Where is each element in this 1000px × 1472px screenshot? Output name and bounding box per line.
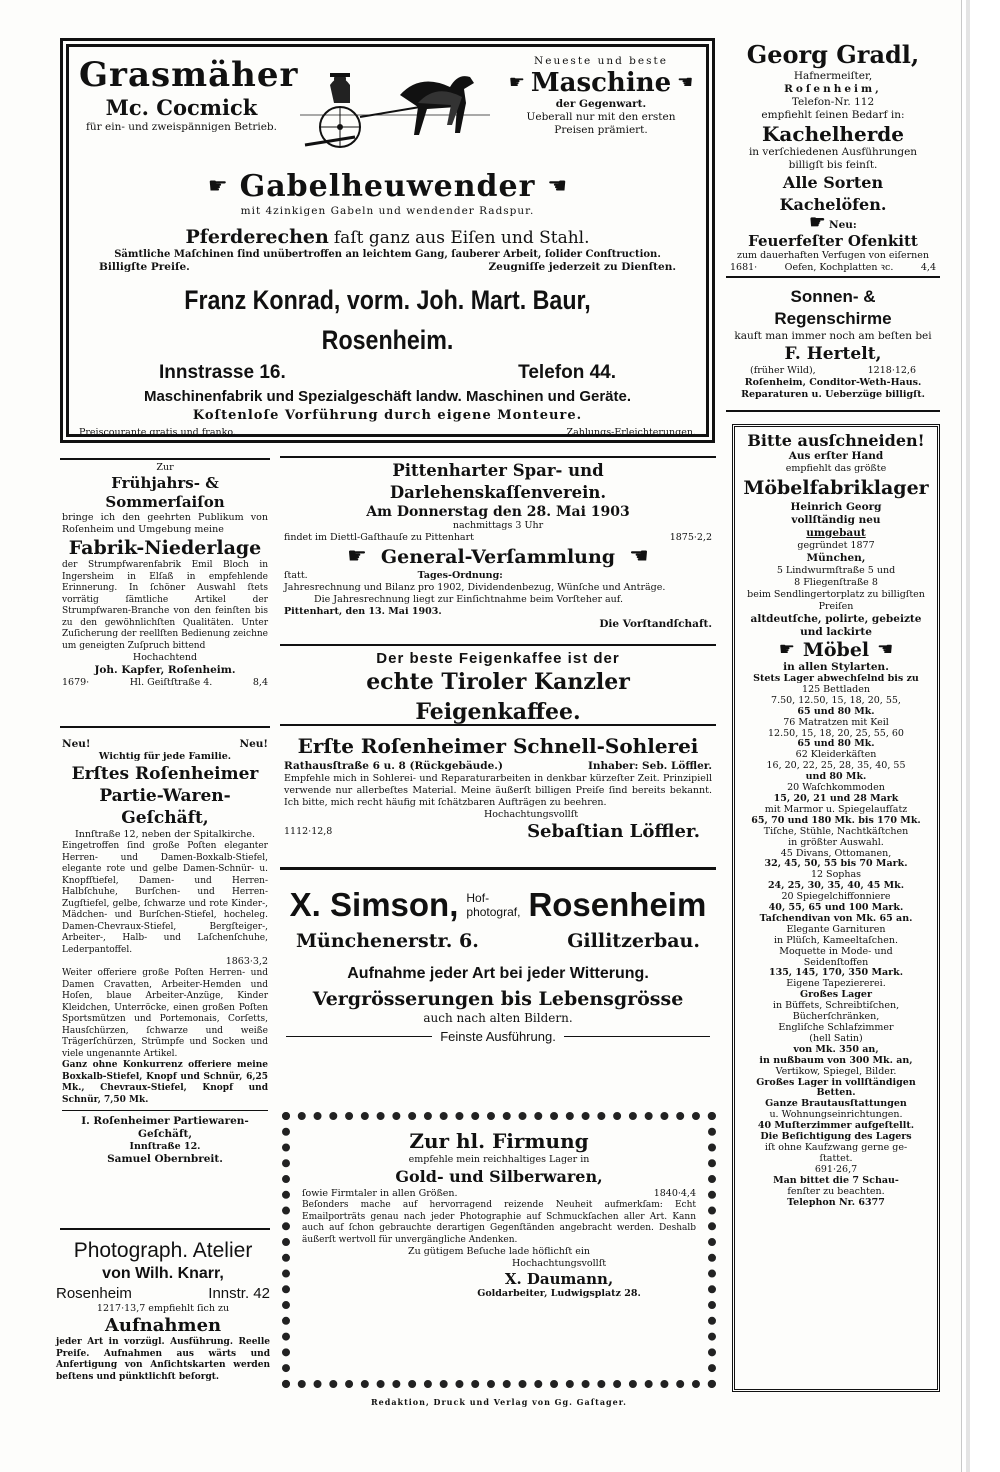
ad-obernbreit	[60, 736, 270, 1230]
maschine-head: Maschine	[530, 68, 672, 98]
pitt-sig: Die Vorſtandſchaft.	[599, 618, 712, 630]
moebel-list-item: ſtattet.	[819, 1152, 853, 1164]
kapfer-l2: bringe ich den geehrten Publikum von Roſenheim und Umgebung meine	[62, 512, 268, 535]
maschine-note: Ueberall nur mit den ersten Preisen prämiert.	[526, 111, 676, 136]
pitt-gv: General-Verſammlung	[380, 546, 616, 568]
loeffler-head: Erſte Roſenheimer Schnell-Sohlerei	[297, 734, 699, 758]
simson-l3: auch nach alten Bildern.	[423, 1011, 573, 1025]
company-address: Innstrasse 16.	[159, 362, 286, 383]
gradl-l7: Oefen, Kochplatten ꝛc.	[784, 262, 894, 273]
moebel-l7: München,	[806, 552, 866, 564]
page-edge-shadow	[966, 0, 970, 1472]
pitt-l3: Jahresrechnung und Bilanz pro 1902, Dividendenbezug, Wünſche und Anträge.	[284, 582, 666, 593]
ad-simson	[282, 878, 714, 1100]
moebel-l4: vollſtändig neu	[791, 514, 881, 526]
moebel-list-item: mit Marmor u. Spiegelaufſatz	[764, 803, 908, 815]
company-name: Franz Konrad, vorm. Joh. Mart. Baur, Rosenheim.	[184, 285, 591, 355]
moebel-list-item: von Mk. 350 an,	[793, 1043, 879, 1055]
moebel-l10: beim Sendlingertorplatz zu billigſten Preiſen	[747, 589, 925, 612]
ad-kapfer	[60, 458, 270, 728]
moebel-list-item: in Büffets, Schreibtiſchen,	[772, 1000, 900, 1012]
pitt-head: Pittenharter Spar- und Darlehenskaſſenverein.	[389, 461, 607, 502]
simson-addr2: Gillitzerbau.	[567, 930, 700, 952]
moebel-list-item: 65, 70 und 180 Mk. bis 170 Mk.	[751, 814, 921, 826]
schirme-l1: kauft man immer noch am beſten bei	[734, 330, 932, 342]
gabel-sub: mit 4zinkigen Gabeln und wendender Radspur.	[240, 205, 535, 217]
ad-schirme	[726, 282, 940, 412]
simson-addr1: Münchenerstr. 6.	[296, 930, 479, 952]
mower-illustration	[300, 55, 490, 155]
moebel-list-item: 125 Bettladen	[802, 683, 870, 695]
moebel-list-item: 16, 20, 22, 25, 28, 35, 40, 55	[766, 760, 906, 772]
moebel-list-item: Stets Lager abwechſelnd bis zu	[753, 673, 919, 684]
moebel-l3: Heinrich Georg	[790, 501, 882, 513]
knarr-l2b: Innstr. 42	[208, 1285, 270, 1302]
schirme-head: Sonnen- & Regenschirme	[774, 287, 892, 328]
ad-loeffler	[280, 730, 716, 870]
loeffler-sig0: Hochachtungsvollſt	[484, 809, 579, 820]
pointing-hand-left-icon: ☚	[629, 544, 649, 569]
grasmaeher-brand: Mc. Cocmick	[105, 95, 258, 120]
moebel-list-item: Man bittet die 7 Schau-	[773, 1174, 899, 1186]
pointing-hand-left-icon: ☚	[877, 639, 894, 660]
knarr-l1: von Wilh. Knarr,	[102, 1265, 224, 1282]
moebel-list-item: (hell Satin)	[809, 1032, 863, 1044]
moebel-list-item: iſt ohne Kaufzwang gerne ge-	[764, 1141, 908, 1153]
ad-gradl	[726, 38, 940, 278]
moebel-l11: altdeutſche, polirte, gebeizte	[750, 613, 922, 625]
moebel-l6: gegründet 1877	[797, 540, 875, 551]
schirme-l4: Reparaturen u. Ueberzüge billigſt.	[741, 389, 925, 400]
simson-name: X. Simson,	[289, 886, 459, 923]
moebel-list-item: Eigene Tapeziererei.	[786, 978, 886, 990]
horse-mower-icon	[300, 55, 490, 155]
moebel-list-item: Seidenſtoffen	[803, 956, 869, 968]
loeffler-l1b: Inhaber: Seb. Löffler.	[587, 760, 712, 772]
ad-feigen	[280, 648, 716, 726]
pointing-hand-icon: ☛	[809, 212, 826, 233]
moebel-list-item: 62 Kleiderkäſten	[795, 749, 877, 761]
obern-neu2: Neu!	[239, 738, 268, 750]
daumann-num: 1840·4,4	[653, 1188, 696, 1199]
zeugnisse: Zeugniſſe jederzeit zu Dienſten.	[488, 261, 676, 273]
daumann-sig0: Hochachtungsvollſt	[511, 1258, 607, 1269]
moebel-list-item: Elegante Garnituren	[786, 923, 886, 935]
gradl-l8: 4,4	[920, 262, 936, 273]
simson-l4: Feinste Ausführung.	[440, 1029, 556, 1044]
zahlung: Zahlungs-Erleichterungen.	[566, 427, 696, 438]
moebel-list-item: 24, 25, 30, 35, 40, 45 Mk.	[767, 880, 905, 892]
gradl-l4: empfiehlt ſeinen Bedarf in:	[761, 109, 905, 121]
maschine-sub: der Gegenwart.	[555, 98, 647, 110]
company-phone: Telefon 44.	[518, 362, 616, 383]
obern-sig3: Samuel Obernbreit.	[107, 1153, 223, 1165]
kapfer-addr: Hl. Geiſtſtraße 4.	[129, 677, 213, 688]
loeffler-sig: Sebaſtian Löffler.	[527, 821, 700, 842]
simson-hof1: Hof-	[466, 891, 490, 905]
obern-body3: Ganz ohne Konkurrenz offeriere meine Boxkalb-Stiefel, Knopf und Schnür, 6,25 Mk., Chevraux-Stiefel, Knopf und Schnür, 7,50 Mk.	[62, 1060, 268, 1105]
moebel-list-item: 40 Muſterzimmer aufgeſtellt.	[757, 1120, 915, 1132]
moebel-head: Möbelfabriklager	[743, 477, 929, 499]
pitt-num: 1875·2,2	[669, 532, 712, 543]
moebel-list-item: Bücherſchränken,	[792, 1011, 880, 1023]
moebel-list-item: 12 Sophas	[810, 869, 862, 881]
obern-sig2: Innſtraße 12.	[129, 1141, 201, 1152]
schirme-name: F. Hertelt,	[784, 344, 882, 364]
moebel-list-item: 65 und 80 Mk.	[797, 705, 875, 717]
daumann-body: Beſonders mache auf hervorragend reizende Neuheit aufmerkſam: Echt Emailporträts genau nach jeder Photographie auf Schmuckſachen aller Art. Kann auch auf ſchon gebrauchte derartigen Gegenſtänden angebracht werden. Deshalb äußerſt wertvoll für unvergängliche Andenken.	[302, 1200, 696, 1245]
kapfer-sig0: Hochachtend	[132, 652, 198, 663]
daumann-head2: Gold- und Silberwaren,	[395, 1167, 603, 1186]
pitt-l2b: Tages-Ordnung:	[417, 570, 503, 581]
moebel-list-item: 135, 145, 170, 350 Mark.	[768, 967, 904, 979]
ad-daumann	[282, 1112, 716, 1388]
obern-l2: Innſtraße 12, neben der Spitalkirche.	[74, 829, 256, 840]
gabel-head: Gabelheuwender	[239, 169, 536, 204]
feigen-head: echte Tiroler Kanzler Feigenkaffee.	[366, 669, 630, 725]
obern-body: Eingetroffen ſind große Poſten eleganter Herren- und Damen-Boxkalb-Stiefel, elegante rote und gelbe Damen-Schnür- u. Knopfſtiefel, Damen- und Herren-Halbſchuhe, Burſchen- und Herren-Zugſtiefel, gelbe, ſchwarze und rote Kinder-, Mädchen- und Burſchen-Stiefel, hocheleg. Damen-Chevraux-Stiefel, Bergſteiger-, Arbeiter-, Halb- und Laſchenſchuhe, Lederpantoffel.	[62, 841, 268, 955]
moebel-list-item: 7.50, 12.50, 15, 18, 20, 55,	[771, 694, 901, 706]
preiscourante: Preiscourante gratis und franko.	[79, 427, 236, 438]
moebel-price-list	[738, 674, 934, 1208]
gradl-neu: Neu:	[829, 219, 857, 231]
daumann-l3: Zu gütigem Beſuche lade höflichſt ein	[407, 1246, 591, 1257]
kapfer-num2: 8,4	[252, 677, 268, 688]
moebel-list-item: Telephon Nr. 6377	[787, 1196, 885, 1208]
moebel-list-item: Vertikow, Spiegel, Bilder.	[775, 1065, 897, 1077]
simson-city: Rosenheim	[528, 886, 707, 923]
moebel-list-item: Ganze Brautausſtattungen	[765, 1098, 907, 1110]
moebel-list-item: 65 und 80 Mk.	[797, 738, 875, 750]
gradl-head2: Alle Sorten Kachelöfen.	[779, 173, 887, 214]
pitt-l5: Pittenhart, den 13. Mai 1903.	[284, 606, 442, 617]
all-machines: Sämtliche Maſchinen ſind unübertroffen an leichtem Gang, ſauberer Arbeit, ſolider Conſtruction.	[114, 249, 661, 260]
moebel-list-item: 32, 45, 50, 55 bis 70 Mark.	[764, 858, 908, 870]
schirme-l2b: 1218·12,6	[867, 365, 916, 376]
moebel-l2: empfiehlt das größte	[785, 463, 887, 474]
obern-num: 1863·3,2	[225, 956, 268, 967]
moebel-list-item: 76 Matratzen mit Keil	[783, 716, 889, 728]
kapfer-l1: Zur	[156, 462, 174, 473]
moebel-list-item: 12.50, 15, 18, 20, 25, 55, 60	[768, 727, 904, 739]
daumann-l1: empfehle mein reichhaltiges Lager in	[408, 1154, 590, 1165]
gradl-l1: Hafnermeiſter,	[793, 70, 873, 82]
moebel-list-item: Engliſche Schlafzimmer	[778, 1022, 894, 1033]
gradl-name: Georg Gradl,	[746, 40, 920, 69]
moebel-list-item: in Plüſch, Kameeltaſchen.	[774, 934, 898, 946]
billig: Billigſte Preiſe.	[99, 261, 190, 273]
vorfuehrung: Koſtenloſe Vorführung durch eigene Monteure.	[192, 408, 583, 423]
obern-sig1: I. Roſenheimer Partiewaren-Geſchäft,	[81, 1115, 249, 1140]
moebel-list-item: Taſchendivan von Mk. 65 an.	[759, 912, 913, 924]
ad-knarr	[54, 1236, 272, 1396]
schirme-l3: Roſenheim, Conditor-Weth-Haus.	[744, 377, 922, 388]
moebel-list-item: 45 Divans, Ottomanen,	[780, 847, 892, 859]
grasmaeher-desc: für ein- und zweispännigen Betrieb.	[86, 121, 277, 133]
gradl-l5: in verſchiedenen Ausführungen billigſt bis feinſt.	[748, 146, 918, 171]
daumann-sig2: Goldarbeiter, Ludwigsplatz 28.	[477, 1288, 641, 1299]
kapfer-body: der Strumpfwarenfabrik Emil Bloch in Ingersheim in Elſaß in empfehlende Erinnerung. In ſchöner Auswahl ſtets vorrätig ſämtliche Artikel der Strumpfwaren-Branche von den feinſten bis zu den gewöhnlichſten Qualitäten. Unter Zuſicherung der reellſten Bedienung zeichne um geneigten Zuſpruch bittend	[62, 560, 268, 651]
moebel-l5: umgebaut	[806, 527, 866, 539]
company-fabrik: Maschinenfabrik und Spezialgeschäft landw. Maschinen und Geräte.	[143, 388, 632, 405]
kapfer-head2: Fabrik-Niederlage	[68, 537, 262, 559]
pitt-time: nachmittags 3 Uhr	[452, 520, 544, 531]
obern-neu1: Neu!	[62, 738, 91, 750]
moebel-list-item: Die Beſichtigung des Lagers	[760, 1131, 912, 1143]
pointing-hand-icon: ☛	[347, 544, 367, 569]
pitt-l2a: ſtatt.	[284, 570, 308, 581]
pointing-hand-icon: ☛	[778, 639, 795, 660]
pitt-date: Am Donnerstag den 28. Mai 1903	[366, 504, 630, 520]
grasmaeher-title: Grasmäher	[79, 55, 299, 95]
loeffler-body: Empfehle mich in Sohlerei- und Reparaturarbeiten in denkbar kürzeſter Zeit. Prinzipiell verwende nur allerbeſtes Material. Meine äußerſt billigen Preiſe ſind bereits bekannt. Ich bitte, mich recht häufig mit ſchätzbaren Aufträgen zu beehren.	[284, 773, 712, 808]
knarr-body: jeder Art in vorzügl. Ausführung. Reelle Preiſe. Aufnahmen aus wärts und Anfertigung von Anſichtskarten werden beſtens und pünktlichſt beſorgt.	[56, 1337, 270, 1382]
gradl-head3: Feuerfeſter Ofenkitt	[748, 232, 918, 250]
moebel-l1: Aus erſter Hand	[788, 450, 884, 462]
moebel-list-item: Großes Lager in vollſtändigen	[756, 1076, 916, 1088]
moebel-l9: 8 Fliegenſtraße 8	[794, 577, 878, 588]
pitt-l1: findet im Diettl-Gaſthauſe zu Pittenhart	[284, 532, 474, 543]
imprint: Redaktion, Druck und Verlag von Gg. Gaſtager.	[371, 1397, 627, 1407]
schirme-l2: (früher Wild),	[750, 365, 816, 376]
simson-hof2: photograf,	[466, 905, 521, 919]
ad-pittenhart	[280, 456, 716, 646]
moebel-list-item: 15, 20, 21 und 28 Mark	[773, 792, 899, 804]
pointing-hand-left-icon: ☚	[677, 72, 694, 93]
gradl-l3: Telefon-Nr. 112	[791, 96, 875, 108]
simson-l1: Aufnahme jeder Art bei jeder Witterung.	[347, 965, 649, 982]
loeffler-l1: Rathausſtraße 6 u. 8 (Rückgebäude.)	[284, 760, 503, 772]
moebel-list-item: Tiſche, Stühle, Nachtkäſtchen	[763, 825, 909, 837]
kapfer-sig: Joh. Kapfer, Roſenheim.	[94, 664, 236, 676]
moebel-list-item: Moquette in Mode- und	[779, 945, 893, 957]
knarr-l3: 1217·13,7 empfiehlt ſich zu	[96, 1303, 230, 1314]
gradl-head: Kachelherde	[762, 122, 904, 146]
gradl-num: 1681·	[730, 262, 758, 273]
daumann-l2: ſowie Firmtaler in allen Größen.	[302, 1188, 458, 1199]
gradl-l2: Roſenheim,	[784, 83, 882, 95]
pointing-hand-left-icon: ☚	[547, 174, 568, 199]
maschine-top: Neueste und beste	[534, 55, 668, 67]
moebel-list-item: Großes Lager	[800, 989, 872, 1001]
moebel-head2: Möbel	[802, 639, 870, 661]
moebel-list-item: fenſter zu beachten.	[787, 1185, 885, 1197]
moebel-l8: 5 Lindwurmſtraße 5 und	[776, 565, 896, 576]
moebel-l12: und lackirte	[800, 626, 872, 638]
moebel-list-item: in größter Auswahl.	[788, 836, 884, 848]
moebel-list-item: und 80 Mk.	[805, 771, 867, 783]
moebel-list-item: 20 Waſchkommoden	[787, 782, 885, 794]
moebel-list-item: u. Wohnungseinrichtungen.	[769, 1109, 903, 1121]
kapfer-head: Frühjahrs- & Sommerſaiſon	[105, 474, 225, 511]
simson-l2: Vergrösserungen bis Lebensgrösse	[312, 988, 684, 1010]
daumann-head: Zur hl. Firmung	[409, 1129, 589, 1153]
gradl-l6: zum dauerhaften Verfugen von eiſernen	[736, 250, 930, 261]
moebel-l13: in allen Stylarten.	[783, 661, 889, 673]
feigen-l1: Der beste Feigenkaffee ist der	[376, 650, 620, 667]
pointing-hand-icon: ☛	[508, 72, 525, 93]
obern-head: Erſtes Roſenheimer Partie-Waren-Geſchäft,	[71, 764, 259, 828]
moebel-bitte: Bitte ausſchneiden!	[747, 431, 925, 450]
pferde-rest: faſt ganz aus Eiſen und Stahl.	[333, 228, 590, 248]
moebel-list-item: 691·26,7	[814, 1163, 858, 1175]
daumann-sig: X. Daumann,	[504, 1270, 614, 1288]
ad-grasmaeher	[60, 38, 715, 443]
moebel-list-item: in nußbaum von 300 Mk. an,	[759, 1054, 913, 1066]
pferde-head: Pferderechen	[185, 226, 329, 248]
obern-body2: Weiter offeriere große Poſten Herren- und Damen Cravatten, Arbeiter-Hemden und Hoſen, blaue Arbeiter-Anzüge, Kinder Kleidchen, Unterröcke, einen großen Poſten Sportsmützen und Portemonais, Corſetts, Hausſchürzen, ſchwarze und weiße Trägerſchürzen, Strümpfe und Socken und viele ungenannte Artikel.	[62, 968, 268, 1059]
obern-l1: Wichtig für jede Familie.	[98, 751, 232, 762]
moebel-list-item: Betten.	[816, 1087, 856, 1099]
loeffler-num: 1112·12,8	[284, 825, 333, 837]
moebel-list-item: 20 Spiegelchiffonniere	[781, 891, 891, 903]
knarr-head: Photograph. Atelier	[73, 1239, 253, 1262]
moebel-list-item: 40, 55, 65 und 100 Mark.	[768, 902, 904, 914]
knarr-head2: Aufnahmen	[104, 1315, 222, 1336]
pitt-l4: Die Jahresrechnung liegt zur Einſichtnahme beim Vorſteher auf.	[314, 594, 623, 605]
kapfer-num: 1679·	[62, 677, 90, 688]
pointing-hand-icon: ☛	[207, 174, 228, 199]
knarr-l2a: Rosenheim	[56, 1285, 132, 1302]
ad-moebel	[732, 424, 940, 1392]
